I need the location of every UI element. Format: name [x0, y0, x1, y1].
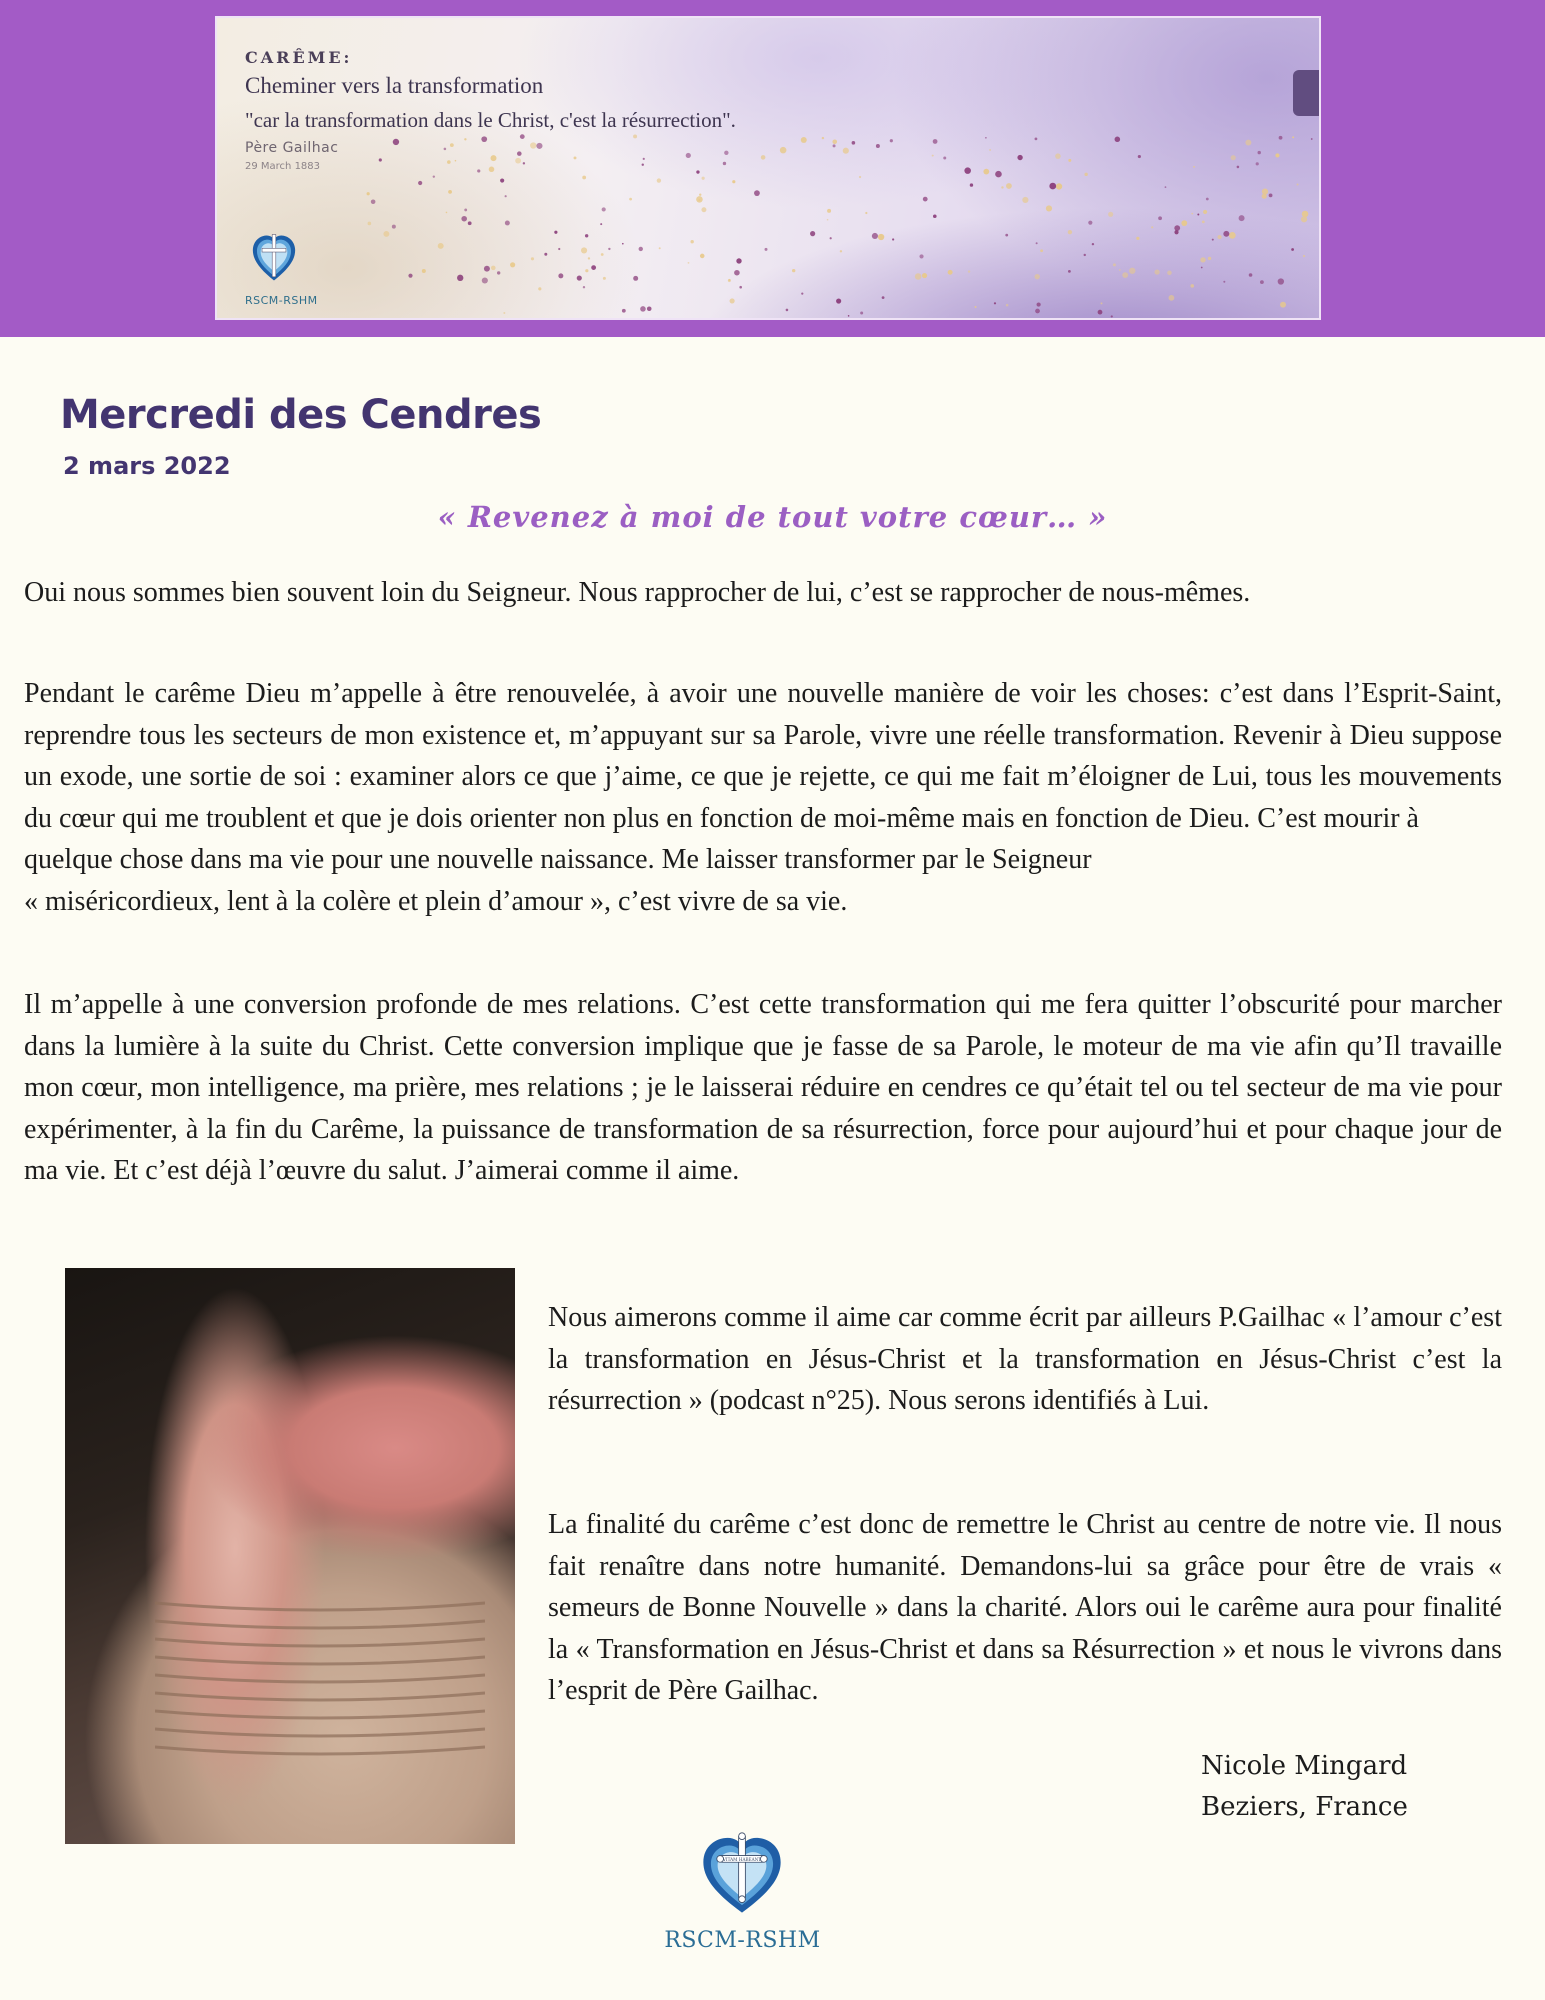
- splatter-dot: [448, 190, 452, 194]
- splatter-dot: [408, 274, 412, 278]
- page-date: 2 mars 2022: [63, 452, 231, 480]
- splatter-dot: [1005, 234, 1008, 237]
- splatter-dot: [1100, 302, 1102, 304]
- splatter-dot: [732, 180, 735, 183]
- splatter-dot: [1129, 268, 1135, 274]
- splatter-dot: [1292, 136, 1294, 138]
- signature: [1201, 1746, 1408, 1828]
- splatter-dot: [1113, 263, 1116, 266]
- splatter-dot: [497, 271, 500, 274]
- splatter-dot: [1174, 225, 1180, 231]
- splatter-dot: [510, 262, 515, 267]
- splatter-dot: [1208, 257, 1211, 260]
- splatter-dot: [585, 234, 588, 237]
- author-location: Beziers, France: [1201, 1792, 1408, 1822]
- splatter-dot: [629, 198, 632, 201]
- splatter-dot: [1256, 162, 1259, 165]
- splatter-dot: [964, 167, 971, 174]
- splatter-dot: [371, 199, 376, 204]
- splatter-dot: [622, 243, 624, 245]
- splatter-dot: [1311, 138, 1313, 140]
- splatter-dot: [505, 221, 510, 226]
- splatter-dot: [786, 309, 789, 312]
- splatter-dot: [739, 286, 742, 289]
- splatter-dot: [1262, 194, 1267, 199]
- splatter-dot: [1167, 271, 1172, 276]
- splatter-dot: [418, 181, 422, 185]
- splatter-dot: [890, 139, 893, 142]
- banner-kicker: CARÊME:: [245, 48, 353, 67]
- heart-cross-logo-icon: [700, 1832, 784, 1916]
- splatter-dot: [1260, 280, 1264, 284]
- splatter-dot: [446, 212, 448, 214]
- splatter-dot: [500, 178, 504, 182]
- splatter-dot: [827, 209, 831, 213]
- splatter-dot: [1231, 155, 1236, 160]
- splatter-dot: [602, 207, 606, 211]
- splatter-dot: [859, 176, 861, 178]
- clay-pot-ridges: [155, 1593, 485, 1793]
- splatter-dot: [1301, 216, 1307, 222]
- splatter-dot: [558, 273, 563, 278]
- splatter-dot: [601, 253, 604, 256]
- banner-date: 29 March 1883: [245, 161, 321, 172]
- splatter-dot: [482, 277, 488, 283]
- splatter-dot: [1291, 248, 1294, 251]
- splatter-dot: [843, 148, 849, 154]
- splatter-dot: [1115, 137, 1121, 143]
- splatter-dot: [836, 298, 841, 303]
- splatter-dot: [690, 240, 693, 243]
- splatter-dot: [1088, 221, 1092, 225]
- splatter-dot: [438, 243, 444, 249]
- splatter-dot: [1111, 315, 1113, 317]
- author-name: Nicole Mingard: [1201, 1751, 1408, 1781]
- splatter-dot: [1297, 183, 1299, 185]
- splatter-dot: [657, 178, 661, 182]
- splatter-dot: [581, 247, 587, 253]
- splatter-dot: [1136, 237, 1139, 240]
- splatter-dot: [392, 225, 396, 229]
- paragraph-4: Nous aimerons comme il aime car comme écrit par ailleurs P.Gailhac « l’amour c’est la transformation en Jésus-Christ et la transformation en Jésus-Christ c’est la résurrection » (podcast n°25). Nous serons identifiés à Lui.: [548, 1302, 1502, 1416]
- splatter-dot: [734, 270, 740, 276]
- splatter-dot: [1174, 230, 1178, 234]
- splatter-dot: [484, 266, 490, 272]
- splatter-dot: [892, 238, 894, 240]
- splatter-dot: [1049, 183, 1056, 190]
- footer-org-name: RSCM-RSHM: [664, 1928, 821, 1953]
- paragraph-2-main: Pendant le carême Dieu m’appelle à être renouvelée, à avoir une nouvelle manière de voir les choses: c’est dans l’Esprit-Saint, reprendre tous les secteurs de mon existence et, m’appuyant sur sa Parole, vivre une réelle transformation. Revenir à Dieu suppose un exode, une sortie de soi : examiner alors ce que j’aime, ce que je rejette, ce qui me fait m’éloigner de Lui, tous les mouvements du cœur qui me troublent et que je dois orienter non plus en fonction de moi-même mais en fonction de Dieu. C’est mourir à: [24, 678, 1502, 834]
- splatter-dot: [1108, 212, 1113, 217]
- splatter-dot: [1068, 230, 1072, 234]
- splatter-dot: [852, 141, 856, 145]
- splatter-dot: [882, 296, 885, 299]
- cross-icon-horizontal: [1293, 70, 1321, 116]
- splatter-dot: [1302, 211, 1309, 218]
- splatter-dot: [647, 306, 652, 311]
- splatter-dot: [933, 214, 937, 218]
- splatter-dot: [591, 265, 596, 270]
- heart-cross-logo-icon: [251, 232, 297, 284]
- splatter-dot: [1191, 213, 1193, 215]
- splatter-dot: [830, 237, 832, 239]
- splatter-dot: [608, 248, 610, 250]
- splatter-dot: [983, 169, 989, 175]
- splatter-dot: [1068, 159, 1071, 162]
- splatter-dot: [544, 253, 547, 256]
- splatter-dot: [1151, 226, 1153, 228]
- splatter-dot: [968, 270, 970, 272]
- splatter-dot: [876, 144, 880, 148]
- pot-ridge: [155, 1729, 485, 1736]
- splatter-dot: [588, 257, 590, 259]
- logo-motto: VITAM HABEANT: [722, 1856, 762, 1862]
- splatter-dot: [457, 275, 463, 281]
- splatter-dot: [1098, 310, 1103, 315]
- splatter-dot: [640, 306, 646, 312]
- splatter-dot: [659, 247, 661, 249]
- pot-ridge: [155, 1621, 485, 1628]
- splatter-dot: [1001, 186, 1003, 188]
- splatter-dot: [915, 273, 922, 280]
- splatter-dot: [700, 254, 705, 259]
- pot-ridge: [155, 1711, 485, 1718]
- splatter-dot: [558, 248, 560, 250]
- paragraph-1: Oui nous sommes bien souvent loin du Seigneur. Nous rapprocher de lui, c’est se rapprocher de nous-mêmes.: [24, 577, 1251, 608]
- splatter-dot: [1223, 281, 1225, 283]
- splatter-dot: [792, 269, 795, 272]
- pot-ridge: [155, 1639, 485, 1646]
- splatter-dot: [780, 147, 787, 154]
- splatter-dot: [1217, 235, 1221, 239]
- splatter-dot: [943, 157, 946, 160]
- splatter-dot: [1165, 186, 1167, 188]
- splatter-dot: [848, 315, 850, 317]
- splatter-dot: [1262, 189, 1268, 195]
- paragraph-2-line-8: « miséricordieux, lent à la colère et plein d’amour », c’est vivre de sa vie.: [24, 885, 848, 917]
- splatter-dot: [765, 248, 768, 251]
- splatter-dot: [827, 219, 829, 221]
- splatter-dot: [1275, 153, 1279, 157]
- splatter-dot: [878, 234, 884, 240]
- splatter-dot: [919, 254, 923, 258]
- splatter-dot: [1269, 194, 1273, 198]
- splatter-dot: [840, 250, 842, 252]
- splatter-dot: [970, 183, 973, 186]
- splatter-dot: [1258, 151, 1261, 154]
- splatter-dot: [810, 231, 815, 236]
- splatter-dot: [1239, 215, 1245, 221]
- splatter-dot: [994, 302, 996, 304]
- splatter-dot: [1169, 295, 1175, 301]
- splatter-dot: [860, 311, 863, 314]
- splatter-dot: [639, 247, 643, 251]
- splatter-dot: [433, 176, 435, 178]
- paragraph-2: [24, 673, 1502, 922]
- splatter-dot: [1158, 216, 1162, 220]
- splatter-dot: [1237, 166, 1240, 169]
- pot-ridge: [155, 1603, 485, 1610]
- splatter-dot: [367, 192, 370, 195]
- splatter-dot: [1037, 303, 1041, 307]
- splatter-dot: [1036, 242, 1038, 244]
- splatter-dot: [633, 276, 638, 281]
- splatter-dot: [872, 233, 878, 239]
- splatter-dot: [932, 155, 934, 157]
- splatter-dot: [1154, 270, 1159, 275]
- splatter-dot: [1197, 213, 1199, 215]
- splatter-dot: [702, 177, 705, 180]
- splatter-dot: [1035, 309, 1040, 314]
- splatter-dot: [577, 275, 582, 280]
- splatter-dot: [736, 258, 741, 263]
- lent-banner-image: [215, 16, 1321, 320]
- splatter-dot: [1229, 232, 1236, 239]
- splatter-dot: [833, 144, 836, 147]
- splatter-dot: [1017, 155, 1022, 160]
- splatter-dot: [1181, 220, 1187, 226]
- splatter-dot: [505, 195, 507, 197]
- splatter-dot: [585, 269, 588, 272]
- paragraph-3: Il m’appelle à une conversion profonde de mes relations. C’est cette transformation qui me fera quitter l’obscurité pour marcher dans la lumière à la suite du Christ. Cette conversion implique que je fasse de sa Parole, le moteur de ma vie afin qu’Il travaille mon cœur, mon intelligence, ma prière, mes relations ; je le laisserai réduire en cendres ce qu’était tel ou tel secteur de ma vie pour expérimenter, à la fin du Carême, la puissance de transformation de sa résurrection, force pour aujourd’hui et pour chaque jour de ma vie. Et c’est déjà l’œuvre du salut. J’aimerai comme il aime.: [24, 989, 1502, 1186]
- splatter-dot: [583, 286, 585, 288]
- splatter-dot: [368, 222, 372, 226]
- splatter-dot: [491, 266, 496, 271]
- splatter-dot: [948, 270, 953, 275]
- banner-org-name: RSCM-RSHM: [245, 294, 318, 307]
- splatter-dot: [1055, 153, 1061, 159]
- splatter-dot: [1035, 138, 1038, 141]
- pot-ridge: [155, 1657, 485, 1664]
- splatter-dot: [1202, 221, 1205, 224]
- splatter-dot: [923, 197, 928, 202]
- splatter-dot: [699, 194, 701, 196]
- splatter-dot: [1119, 269, 1121, 271]
- paragraph-5: La finalité du carême c’est donc de remettre le Christ au centre de notre vie. Il nous fait renaître dans notre humanité. Demandons-lui sa grâce pour être de vrais « semeurs de Bonne Nouvelle » dans la charité. Alors oui le carême aura pour finalité la « Transformation en Jésus-Christ et dans sa Résurrection » et nous le vivrons dans l’esprit de Père Gailhac.: [548, 1509, 1502, 1706]
- splatter-dot: [1223, 231, 1229, 237]
- splatter-dot: [822, 137, 824, 139]
- splatter-dot: [1006, 183, 1012, 189]
- splatter-dot: [461, 216, 467, 222]
- splatter-dot: [603, 277, 606, 280]
- splatter-dot: [1006, 304, 1009, 307]
- splatter-dot: [1046, 205, 1052, 211]
- splatter-dot: [865, 212, 867, 214]
- splatter-dot: [1206, 198, 1209, 201]
- banner-author: Père Gailhac: [245, 140, 339, 156]
- splatter-dot: [801, 293, 803, 295]
- splatter-dot: [503, 312, 505, 314]
- splatter-dot: [922, 273, 927, 278]
- pot-ridge: [155, 1747, 485, 1754]
- splatter-dot: [554, 231, 557, 234]
- splatter-dot: [985, 137, 987, 139]
- banner-title: Cheminer vers la transformation: [245, 73, 544, 98]
- splatter-dot: [600, 223, 602, 225]
- splatter-dot: [1022, 197, 1028, 203]
- splatter-dot: [468, 221, 472, 225]
- splatter-dot: [1190, 284, 1194, 288]
- scripture-verse: « Revenez à moi de tout votre cœur… »: [437, 500, 1108, 534]
- splatter-dot: [1200, 257, 1205, 262]
- splatter-dot: [383, 231, 389, 237]
- splatter-dot: [933, 139, 938, 144]
- splatter-dot: [728, 279, 731, 282]
- splatter-dot: [464, 209, 467, 212]
- pot-ridge: [155, 1675, 485, 1682]
- splatter-dot: [1068, 270, 1071, 273]
- splatter-dot: [1193, 166, 1195, 168]
- splatter-dot: [801, 137, 807, 143]
- splatter-dot: [538, 287, 541, 290]
- splatter-dot: [1040, 249, 1043, 252]
- splatter-dot: [1092, 243, 1094, 245]
- splatter-dot: [989, 149, 991, 151]
- splatter-dot: [1245, 140, 1251, 146]
- splatter-dot: [1084, 254, 1086, 256]
- splatter-dot: [1280, 302, 1286, 308]
- splatter-dot: [754, 190, 760, 196]
- potter-hands-photo: [65, 1268, 515, 1844]
- splatter-dot: [1278, 278, 1284, 284]
- splatter-dot: [1122, 272, 1128, 278]
- splatter-dot: [832, 139, 837, 144]
- splatter-dot: [975, 306, 977, 308]
- splatter-dot: [1201, 267, 1203, 269]
- splatter-dot: [622, 309, 626, 313]
- splatter-dot: [730, 298, 735, 303]
- banner-quote: "car la transformation dans le Christ, c'est la résurrection".: [245, 108, 736, 132]
- splatter-dot: [696, 196, 703, 203]
- pot-ridge: [155, 1693, 485, 1700]
- splatter-dot: [422, 269, 426, 273]
- splatter-dot: [531, 257, 534, 260]
- splatter-dot: [1212, 239, 1214, 241]
- splatter-dot: [1035, 274, 1040, 279]
- splatter-dot: [582, 176, 586, 180]
- page-title: Mercredi des Cendres: [60, 392, 542, 438]
- splatter-dot: [701, 207, 706, 212]
- splatter-dot: [1279, 136, 1283, 140]
- splatter-dot: [1203, 210, 1207, 214]
- splatter-dot: [995, 171, 1002, 178]
- paragraph-2-line-7: quelque chose dans ma vie pour une nouvelle naissance. Me laisser transformer par le Seigneur: [24, 844, 1092, 875]
- banner-text: [245, 48, 765, 172]
- splatter-dot: [688, 262, 690, 264]
- splatter-dot: [1084, 173, 1087, 176]
- splatter-dot: [1056, 183, 1062, 189]
- splatter-dot: [1303, 255, 1305, 257]
- splatter-dot: [1138, 155, 1141, 158]
- splatter-dot: [1249, 273, 1253, 277]
